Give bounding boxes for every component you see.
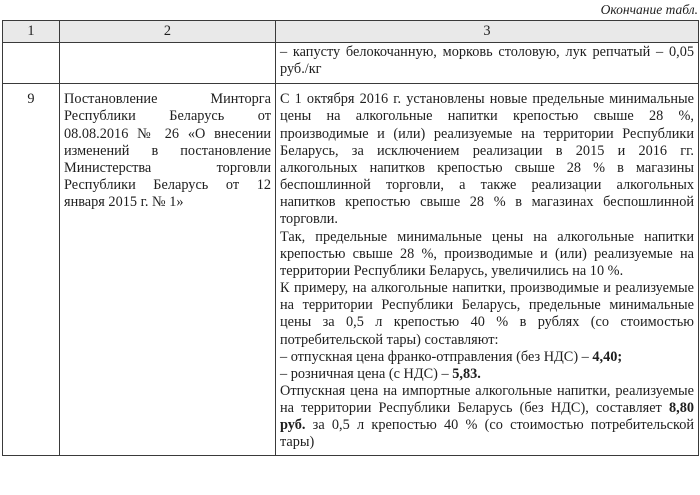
import-price-after: за 0,5 л крепостью 40 % (со стоимостью потребительской тары)	[280, 417, 694, 451]
continuation-cell-1	[3, 43, 60, 84]
paragraph-wholesale-price	[280, 349, 694, 366]
row-number: 9	[3, 84, 60, 455]
continuation-row	[3, 43, 699, 84]
wholesale-price-label: – отпускная цена франко-отправления (без НДС) –	[280, 348, 593, 365]
paragraph-import-price	[280, 383, 694, 452]
header-col-2: 2	[60, 21, 276, 43]
paragraph-retail-price	[280, 366, 694, 383]
continuation-text: – капусту белокочанную, морковь столовую, лук репчатый – 0,05 руб./кг	[276, 43, 699, 84]
paragraph-3: К примеру, на алкогольные напитки, производимые и реализуемые на территории Республики Беларусь, предельные минимальные цены за 0,5 л крепостью 40 % в рублях (со стоимостью потребительской тары) составляют:	[280, 280, 694, 348]
retail-price-value: 5,83.	[452, 365, 481, 382]
table-row	[3, 84, 699, 455]
table-header-row	[3, 21, 699, 43]
retail-price-label: – розничная цена (с НДС) –	[280, 365, 453, 382]
paragraph-2: Так, предельные минимальные цены на алкогольные напитки крепостью свыше 28 %, производимые и (или) реализуемые на территории Республики Беларусь, увеличились на 10 %.	[280, 228, 694, 279]
header-col-1: 1	[3, 21, 60, 43]
import-price-before: Отпускная цена на импортные алкогольные напитки, реализуемые на территории Республики Беларусь (без НДС), составляет	[280, 382, 694, 417]
regulations-table	[2, 20, 699, 456]
wholesale-price-value: 4,40;	[592, 348, 623, 365]
header-col-3: 3	[276, 21, 699, 43]
paragraph-1: С 1 октября 2016 г. установлены новые предельные минимальные цены на алкогольные напитки крепостью свыше 28 %, производимые и (или) реализуемые на территории Республики Беларусь, за исключением реализации в 2015 и 2016 гг. алкогольных напитков крепостью свыше 28 % в магазины беспошлинной торговли, а также реализации алкогольных напитков крепостью свыше 28 % в магазинах беспошлинной торговли.	[280, 91, 694, 228]
row-description	[276, 84, 699, 455]
row-document: Постановление Минторга Республики Беларусь от 08.08.2016 № 26 «О внесении изменений в постановление Министерства торговли Республики Беларусь от 12 января 2015 г. № 1»	[60, 84, 276, 455]
import-price-value: 8,80 руб.	[280, 400, 694, 434]
continuation-cell-2	[60, 43, 276, 84]
table-caption: Окончание табл.	[600, 2, 698, 17]
